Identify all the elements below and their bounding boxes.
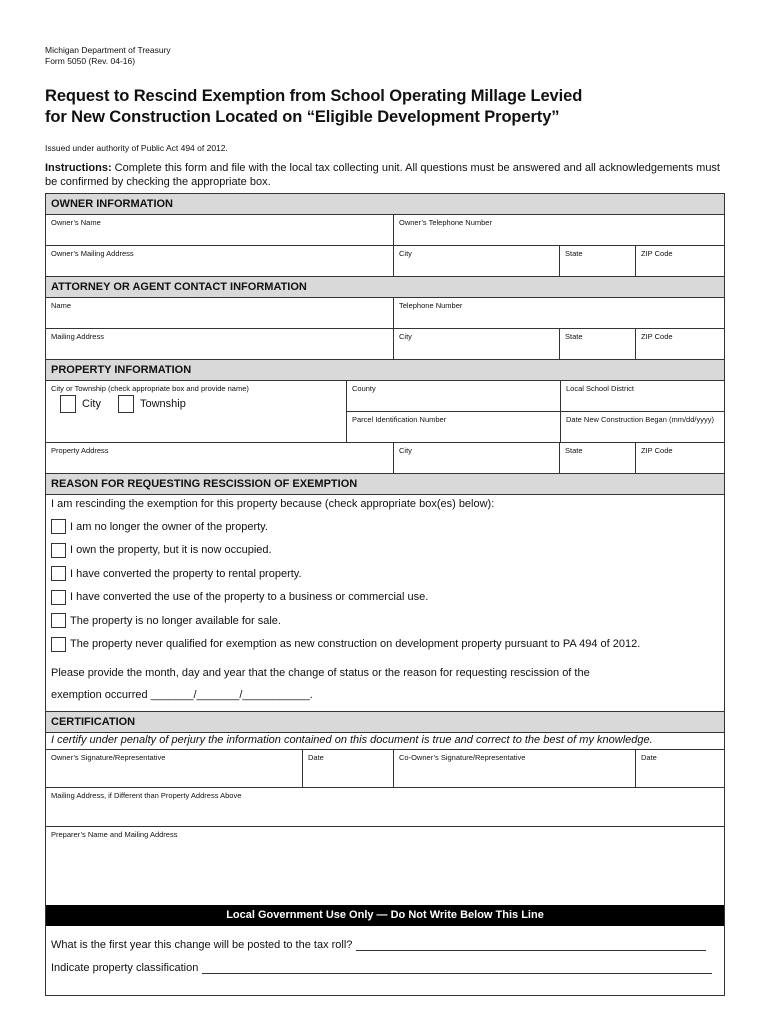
owner-mailing-label: Owner’s Mailing Address bbox=[51, 249, 134, 258]
date-field-2[interactable] bbox=[635, 749, 724, 787]
form-title-line-1: Request to Rescind Exemption from School Operating Millage Levied bbox=[45, 87, 583, 105]
property-zip-field[interactable] bbox=[635, 443, 724, 473]
certification-statement: I certify under penalty of perjury the information contained on this document is true and correct to the best of my knowledge. bbox=[51, 734, 653, 746]
owner-section-heading: OWNER INFORMATION bbox=[46, 194, 724, 215]
reason-checkbox-6[interactable] bbox=[51, 637, 66, 652]
owner-phone-field[interactable] bbox=[393, 215, 724, 245]
reason-option-label-1: I am no longer the owner of the property. bbox=[70, 520, 268, 533]
reason-option-label-2: I own the property, but it is now occupied. bbox=[70, 544, 272, 557]
property-state-field[interactable] bbox=[559, 443, 635, 473]
reason-option-2[interactable] bbox=[46, 539, 724, 563]
agent-mailing-label: Mailing Address bbox=[51, 332, 104, 341]
date-field-1[interactable] bbox=[302, 749, 393, 787]
form-title-line-2: for New Construction Located on “Eligible Development Property” bbox=[45, 108, 560, 126]
preparer-row bbox=[46, 827, 724, 905]
classification-label: Indicate property classification bbox=[51, 962, 199, 974]
classification-input[interactable] bbox=[202, 961, 712, 974]
alt-mailing-label: Mailing Address, if Different than Property Address Above bbox=[51, 791, 242, 800]
alt-mailing-row bbox=[46, 788, 724, 827]
reason-option-label-3: I have converted the property to rental property. bbox=[70, 567, 302, 580]
county-label: County bbox=[352, 384, 376, 393]
agent-mailing-field[interactable] bbox=[46, 329, 393, 359]
reason-option-6[interactable] bbox=[46, 633, 724, 657]
property-address-field[interactable] bbox=[46, 443, 393, 473]
agent-state-field[interactable] bbox=[559, 329, 635, 359]
owner-zip-label: ZIP Code bbox=[641, 249, 673, 258]
city-checkbox[interactable] bbox=[60, 395, 76, 413]
county-field[interactable] bbox=[347, 381, 560, 412]
date-began-field[interactable] bbox=[560, 412, 724, 442]
reason-option-1[interactable] bbox=[46, 515, 724, 539]
owner-zip-field[interactable] bbox=[635, 246, 724, 276]
reason-block bbox=[46, 495, 724, 712]
agent-section-heading: ATTORNEY OR AGENT CONTACT INFORMATION bbox=[46, 277, 724, 298]
change-date-field[interactable]: exemption occurred _______/_______/___________. bbox=[51, 689, 313, 701]
parcel-id-label: Parcel Identification Number bbox=[352, 415, 447, 424]
owner-phone-label: Owner’s Telephone Number bbox=[399, 218, 492, 227]
reason-checkbox-2[interactable] bbox=[51, 543, 66, 558]
township-checkbox[interactable] bbox=[118, 395, 134, 413]
owner-row-1 bbox=[46, 215, 724, 246]
certification-section-heading: CERTIFICATION bbox=[46, 712, 724, 733]
owner-signature-field[interactable] bbox=[46, 749, 302, 787]
authority-text: Issued under authority of Public Act 494 of 2012. bbox=[45, 143, 228, 153]
date-label-1: Date bbox=[308, 753, 324, 762]
agent-phone-label: Telephone Number bbox=[399, 301, 463, 310]
agent-row-1 bbox=[46, 298, 724, 329]
owner-row-2 bbox=[46, 246, 724, 277]
agent-zip-field[interactable] bbox=[635, 329, 724, 359]
form-body bbox=[45, 193, 725, 996]
alt-mailing-field[interactable] bbox=[46, 788, 724, 826]
property-address-label: Property Address bbox=[51, 446, 109, 455]
property-right-block bbox=[346, 381, 724, 442]
first-year-input[interactable] bbox=[356, 938, 706, 951]
city-option-label: City bbox=[82, 398, 101, 410]
reason-options bbox=[46, 515, 724, 656]
property-section-heading: PROPERTY INFORMATION bbox=[46, 360, 724, 381]
property-city-field[interactable] bbox=[393, 443, 559, 473]
school-district-label: Local School District bbox=[566, 384, 634, 393]
reason-checkbox-5[interactable] bbox=[51, 613, 66, 628]
first-year-label: What is the first year this change will be posted to the tax roll? bbox=[51, 939, 353, 951]
coowner-signature-label: Co-Owner’s Signature/Representative bbox=[399, 753, 526, 762]
reason-checkbox-4[interactable] bbox=[51, 590, 66, 605]
local-use-banner: Local Government Use Only — Do Not Write Below This Line bbox=[46, 905, 724, 926]
reason-option-label-5: The property is no longer available for sale. bbox=[70, 614, 281, 627]
property-row-2 bbox=[46, 443, 724, 474]
agent-city-label: City bbox=[399, 332, 412, 341]
parcel-id-field[interactable] bbox=[347, 412, 560, 442]
township-option-label: Township bbox=[140, 398, 186, 410]
signature-row bbox=[46, 749, 724, 788]
city-township-label: City or Township (check appropriate box and provide name) bbox=[51, 384, 249, 393]
owner-state-label: State bbox=[565, 249, 583, 258]
instructions-text: Complete this form and file with the local tax collecting unit. All questions must be answered and all acknowledgements must be confirmed by checking the appropriate box. bbox=[45, 162, 720, 188]
reason-option-label-4: I have converted the use of the property to a business or commercial use. bbox=[70, 591, 429, 604]
agent-state-label: State bbox=[565, 332, 583, 341]
change-date-prompt: Please provide the month, day and year that the change of status or the reason for requesting rescission of the bbox=[51, 667, 590, 679]
agency-name: Michigan Department of Treasury bbox=[45, 45, 171, 55]
agent-name-label: Name bbox=[51, 301, 72, 310]
owner-name-label: Owner’s Name bbox=[51, 218, 101, 227]
certification-statement-row bbox=[46, 733, 724, 749]
reason-option-label-6: The property never qualified for exemption as new construction on development property pursuant to PA 494 of 2012. bbox=[70, 638, 641, 651]
owner-city-field[interactable] bbox=[393, 246, 559, 276]
preparer-field[interactable] bbox=[46, 827, 724, 905]
agent-city-field[interactable] bbox=[393, 329, 559, 359]
agent-row-2 bbox=[46, 329, 724, 360]
school-district-field[interactable] bbox=[560, 381, 724, 412]
instructions-label: Instructions: bbox=[45, 162, 112, 174]
date-began-label: Date New Construction Began (mm/dd/yyyy) bbox=[566, 415, 714, 424]
owner-mailing-field[interactable] bbox=[46, 246, 393, 276]
reason-option-3[interactable] bbox=[46, 562, 724, 586]
coowner-signature-field[interactable] bbox=[393, 749, 635, 787]
city-township-field bbox=[46, 381, 346, 442]
property-row-1 bbox=[46, 381, 724, 443]
reason-option-5[interactable] bbox=[46, 609, 724, 633]
property-city-label: City bbox=[399, 446, 412, 455]
reason-checkbox-1[interactable] bbox=[51, 519, 66, 534]
date-label-2: Date bbox=[641, 753, 657, 762]
owner-city-label: City bbox=[399, 249, 412, 258]
agent-zip-label: ZIP Code bbox=[641, 332, 673, 341]
form-number: Form 5050 (Rev. 04-16) bbox=[45, 56, 136, 66]
preparer-label: Preparer’s Name and Mailing Address bbox=[51, 830, 178, 839]
reason-section-heading: REASON FOR REQUESTING RESCISSION OF EXEMPTION bbox=[46, 474, 724, 495]
property-state-label: State bbox=[565, 446, 583, 455]
reason-option-4[interactable] bbox=[46, 586, 724, 610]
property-zip-label: ZIP Code bbox=[641, 446, 673, 455]
local-use-block bbox=[46, 926, 724, 995]
agent-phone-field[interactable] bbox=[393, 298, 724, 328]
owner-signature-label: Owner’s Signature/Representative bbox=[51, 753, 166, 762]
owner-name-field[interactable] bbox=[46, 215, 393, 245]
agent-name-field[interactable] bbox=[46, 298, 393, 328]
instructions bbox=[45, 161, 730, 189]
owner-state-field[interactable] bbox=[559, 246, 635, 276]
reason-checkbox-3[interactable] bbox=[51, 566, 66, 581]
reason-intro: I am rescinding the exemption for this property because (check appropriate box(es) below): bbox=[51, 498, 495, 510]
